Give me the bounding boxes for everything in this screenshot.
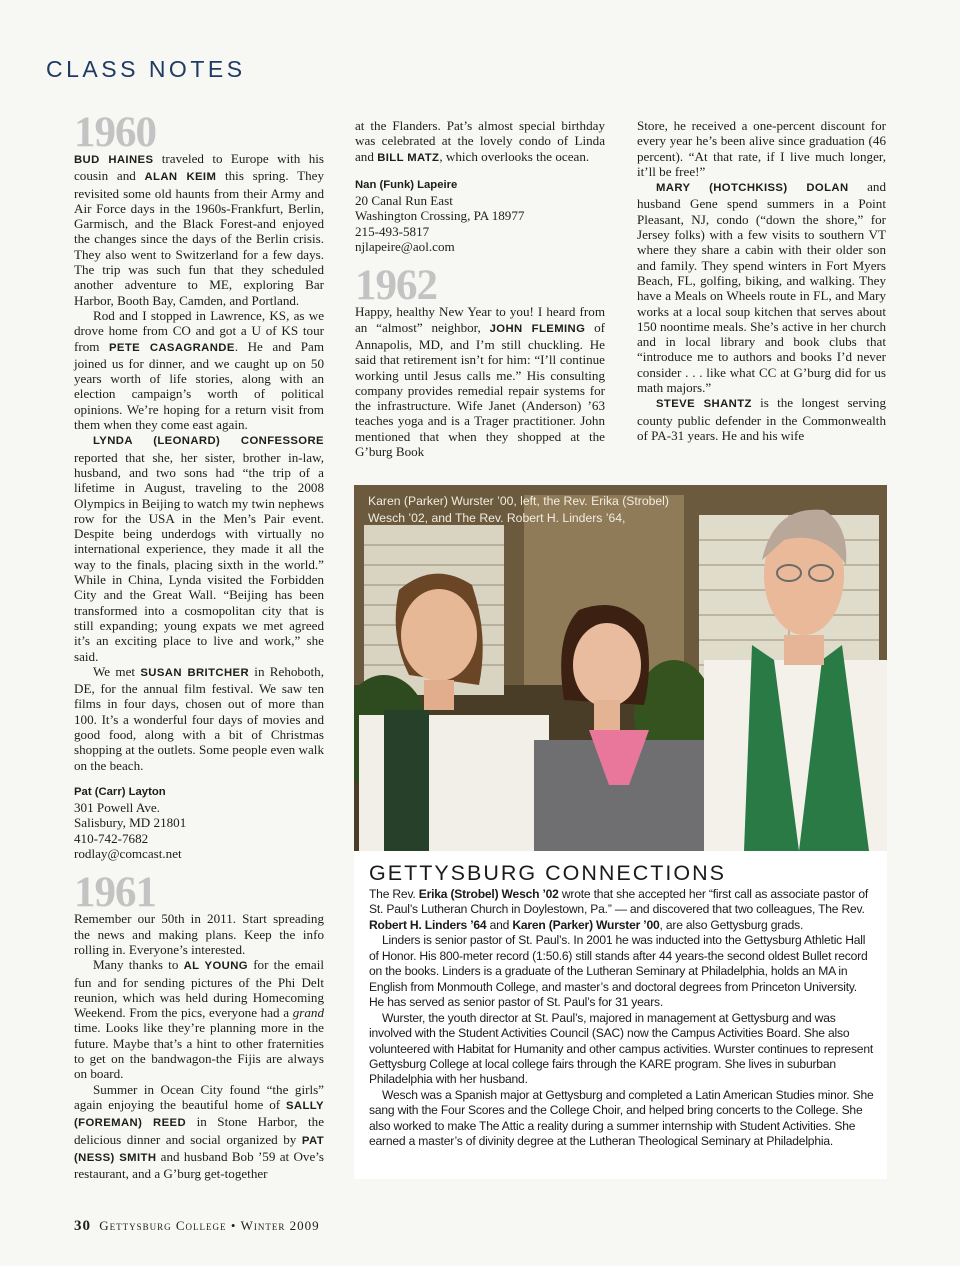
classmate-name: MARY (HOTCHKISS) DOLAN <box>656 182 849 195</box>
classmate-name: PAT (NESS) SMITH <box>74 1134 324 1164</box>
caption-line-1: Karen (Parker) Wurster ’00, left, the Rev. Erika (Strobel) <box>368 494 669 508</box>
correspondent-name: Pat (Carr) Layton <box>74 785 166 798</box>
classmate-name: LYNDA (LEONARD) CONFESSORE <box>93 435 324 448</box>
person-name: Karen (Parker) Wurster ’00 <box>512 917 660 932</box>
year-heading-1961: 1961 <box>74 869 156 917</box>
classmate-name: ALAN KEIM <box>144 171 217 184</box>
classmate-name: STEVE SHANTZ <box>656 398 752 411</box>
page-number: 30 <box>74 1218 91 1234</box>
group-photo-illustration <box>354 485 887 851</box>
correspondent-email: njlapeire@aol.com <box>355 239 455 255</box>
caption-line-2: Wesch ’02, and The Rev. Robert H. Linders ’64, <box>368 511 626 525</box>
correspondent-city: Washington Crossing, PA 18977 <box>355 208 525 224</box>
correspondent-city: Salisbury, MD 21801 <box>74 815 187 831</box>
sidebar-paragraph-wurster: Wurster, the youth director at St. Paul’s, majored in management at Gettysburg and was involved with the Student Activities Council (SAC) now the Campus Activities Board. She also volunteered with Habitat for Humanity and other campus activities. Wurster continues to represent Gettysburg College at local college fairs through the KARE program. She lives in suburban Philadelphia with her husband. <box>369 1010 874 1087</box>
note-steve-shantz: STEVE SHANTZ is the longest serving county public defender in the Commonwealth of PA-31 years. He and his wife <box>637 395 886 443</box>
page-footer <box>74 1218 320 1235</box>
note-bud-haines: BUD HAINES traveled to Europe with his cousin and ALAN KEIM this spring. They revisited some old haunts from their Army and Air Force days in the 1960s-Frankfurt, Berlin, Garmisch, and the Black Forest-and enjoyed the changes since the days of the Berlin crisis. They also went to Switzerland for a few days. The trip was such fun that they scheduled another adventure to ME, exploring Bar Harbor, Booth Bay, Camden, and Portland. <box>74 151 325 308</box>
note-john-fleming: Happy, healthy New Year to you! I heard from an “almost” neighbor, JOHN FLEMING of Annapolis, MD, and I’m still chuckling. He said that retirement isn’t for him: “I’ll continue working until Jesus calls me.” His consulting company provides remedial repair systems for the infrastructure. Wife Janet (Anderson) ’63 teaches yoga and is a Trager practitioner. John mentioned that when they shopped at the G’burg Book <box>355 304 606 460</box>
section-title: CLASS NOTES <box>46 56 246 82</box>
correspondent-phone: 410-742-7682 <box>74 830 149 846</box>
class-correspondent-1960 <box>74 785 324 861</box>
note-book-store: Store, he received a one-percent discount for every year he’s been alive since graduation (46 percent). “At that rate, if I live much longer, it’ll be free!” <box>637 118 886 179</box>
classmate-name: SUSAN BRITCHER <box>140 666 250 679</box>
note-susan-britcher: We met SUSAN BRITCHER in Rehoboth, DE, for the annual film festival. We saw ten films in four days, chosen out of more than 100. It’s a wonderful four days of movies and good food, along with a bit of Christmas shopping at the outlets. Some people even walk on the beach. <box>74 663 324 773</box>
classmate-name: BUD HAINES <box>74 154 154 166</box>
note-al-young: Many thanks to AL YOUNG for the email fun and for sending pictures of the Phi Delt reunion, which was held during Homecoming Weekend. From the pics, everyone had a grand time. Looks like they’re planning more in the future. Maybe that’s a hint to other fraternities to get on the bandwagon-the Fijis are always on board. <box>74 957 324 1082</box>
person-name: Erika (Strobel) Wesch ’02 <box>418 887 559 901</box>
classmate-name: JOHN FLEMING <box>489 322 586 335</box>
column-3 <box>637 118 886 443</box>
year-heading-1960: 1960 <box>74 109 156 156</box>
note-ocean-city: Summer in Ocean City found “the girls” again enjoying the beautiful home of SALLY (FOREMAN) REED in Stone Harbor, the delicious dinner and social organized by PAT (NESS) SMITH and husband Bob ’59 at Ove’s restaurant, and a G’burg get-together <box>74 1081 324 1182</box>
note-flanders: at the Flanders. Pat’s almost special birthday was celebrated at the lovely condo of Linda and BILL MATZ, which overlooks the ocean. <box>355 118 605 164</box>
classmate-name: AL YOUNG <box>183 960 248 973</box>
gettysburg-connections-sidebar <box>354 851 887 1179</box>
note-50th-reunion: Remember our 50th in 2011. Start spreading the news and making plans. Keep the info rolling in. Everyone’s interested. <box>74 911 324 957</box>
classmate-name: PETE CASAGRANDE <box>108 341 235 354</box>
correspondent-street: 301 Powell Ave. <box>74 800 160 816</box>
class-correspondent-1961 <box>355 178 605 254</box>
note-lynda-confessore: LYNDA (LEONARD) CONFESSORE reported that she, her sister, brother in-law, husband, and two sons had “the trip of a lifetime in August, traveling to the 2008 Olympics in Beijing to watch my twin nephews row for the USA in the Men’s Pair event. Despite being underdogs with virtually no international experience, they made it all the way to the finals, placing sixth in the world.” While in China, Lynda visited the Forbidden City and the Great Wall. “Beijing has been transformed into a cosmopolitan city that is still expanding; young expats we met agreed it’s an exciting place to live and work,” she said. <box>74 435 324 664</box>
sidebar-paragraph-linders: Linders is senior pastor of St. Paul’s. In 2001 he was inducted into the Gettysburg Athletic Hall of Honor. His 800-meter record (1:50.6) still stands after 44 years-the second oldest Bullet record on the books. Linders is a graduate of the Lutheran Seminary at Philadelphia, holds an MA in English from Monmouth College, and master’s and doctoral degrees from Princeton University. He has served as senior pastor of St. Paul’s for 31 years. <box>369 933 868 1010</box>
correspondent-email: rodlay@comcast.net <box>74 846 182 862</box>
person-name: Robert H. Linders ’64 <box>369 917 487 932</box>
column-2 <box>355 118 605 459</box>
sidebar-paragraph-wesch: Wesch was a Spanish major at Gettysburg and completed a Latin American Studies minor. She sang with the Four Scores and the College Choir, and helped bring concerts to the College. She also worked to make The Attic a reality during a summer internship with Student Activities. She earned a master’s of divinity degree at the Lutheran Theological Seminary at Philadelphia. <box>369 1087 874 1149</box>
column-1 <box>74 109 325 1182</box>
issue-name: Winter 2009 <box>240 1218 320 1233</box>
year-heading-1962: 1962 <box>355 262 437 310</box>
note-lawrence-trip: Rod and I stopped in Lawrence, KS, as we drove home from CO and got a U of KS tour from PETE CASAGRANDE. He and Pam joined us for dinner, and we caught up on 50 years worth of life stories, along with an election campaign’s worth of political opinions. We’re hoping for a return visit from them when they come east again. <box>74 307 325 433</box>
correspondent-name: Nan (Funk) Lapeire <box>355 178 458 191</box>
publication-name: Gettysburg College <box>99 1218 227 1233</box>
footer-separator: • <box>230 1218 237 1233</box>
photo-caption <box>368 493 708 527</box>
note-mary-dolan: MARY (HOTCHKISS) DOLAN and husband Gene spend summers in a Point Pleasant, NJ, condo (“down the shore,” for Jersey folks) with a few visits to southern VT where they share a cabin with their older son and family. They spend winters in Fort Myers Beach, FL, golfing, biking, and walking. They have a Meals on Wheels route in FL, and Mary works at a local soup kitchen that serves about 150 noontime meals. She’s active in her church and in local library and book clubs that “introduce me to authors and books I’d never consider . . . like what CC at G’burg did for us math majors.” <box>637 179 886 396</box>
sidebar-paragraph-intro: The Rev. Erika (Strobel) Wesch ’02 wrote that she accepted her “first call as associate pastor of St. Paul’s Lutheran Church in Doylestown, Pa.” — and discovered that two colleagues, The Rev. Robert H. Linders ’64 and Karen (Parker) Wurster ’00, are also Gettysburg grads. <box>369 887 869 932</box>
correspondent-street: 20 Canal Run East <box>355 193 453 209</box>
sidebar-body <box>369 887 874 1150</box>
group-photo <box>354 485 887 851</box>
classmate-name: BILL MATZ <box>377 151 440 164</box>
classmate-name: SALLY (FOREMAN) REED <box>74 1099 324 1130</box>
sidebar-title: GETTYSBURG CONNECTIONS <box>369 861 726 885</box>
correspondent-phone: 215-493-5817 <box>355 223 430 239</box>
